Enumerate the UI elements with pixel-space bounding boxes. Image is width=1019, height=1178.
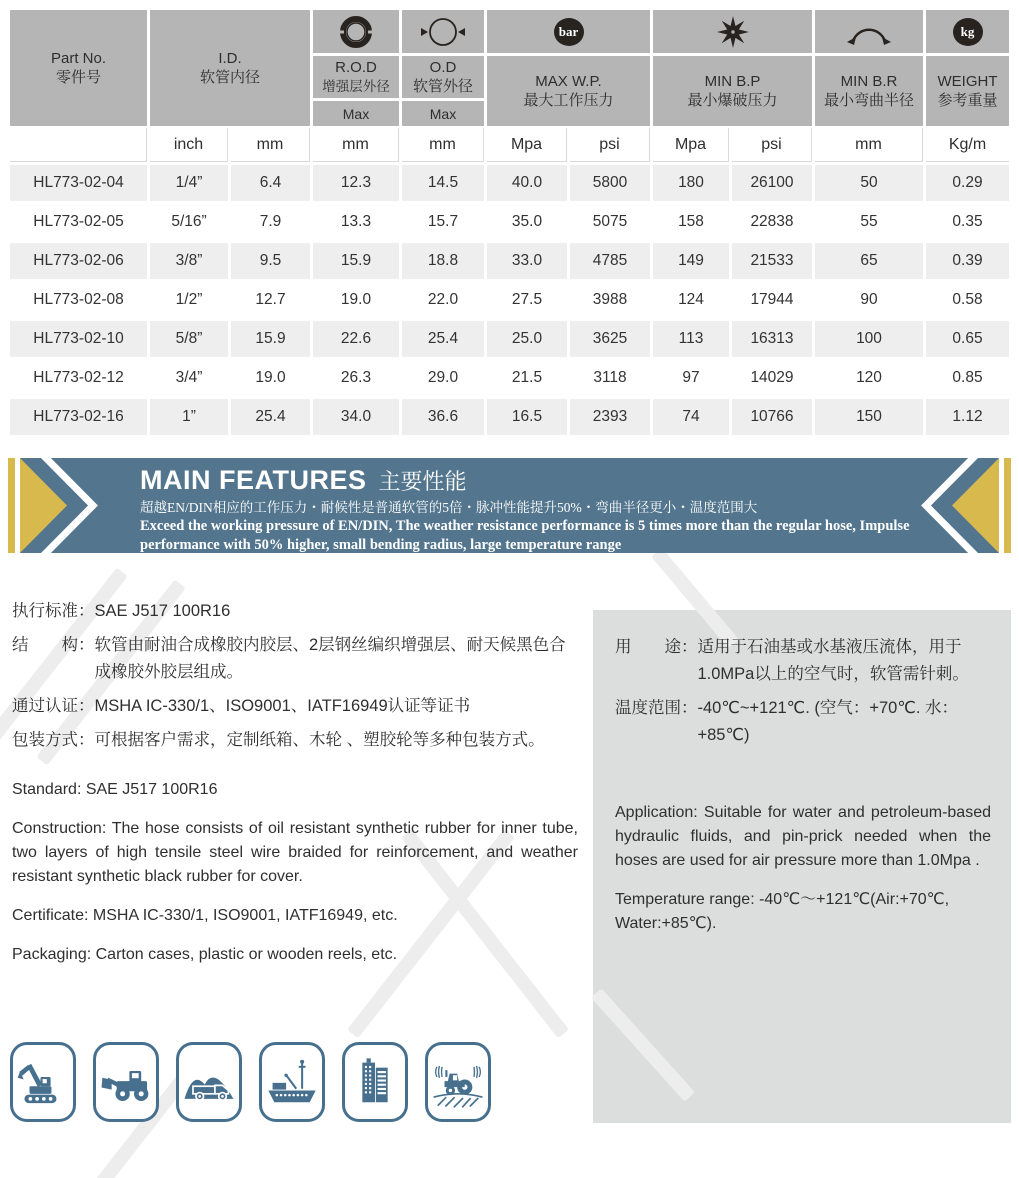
table-cell: 26100	[732, 165, 812, 201]
table-cell: 18.8	[402, 243, 484, 279]
table-cell: HL773-02-16	[10, 399, 147, 435]
table-cell: 14029	[732, 360, 812, 396]
application-tile	[259, 1042, 325, 1122]
table-cell: 3625	[570, 321, 650, 357]
table-cell: 21.5	[487, 360, 567, 396]
header-id	[150, 10, 310, 126]
header-od-max: Max	[402, 101, 484, 126]
spec-text: MSHA IC-330/1、ISO9001、IATF16949认证等证书	[94, 697, 471, 715]
table-cell: 120	[815, 360, 923, 396]
banner-title	[140, 465, 971, 496]
banner-line-en: Exceed the working pressure of EN/DIN, The weather resistance performance is 5 times more than the regular hose, Impulse performance with 50% higher, small bending radius, large temperature range	[140, 518, 910, 553]
kg-badge-text: kg	[953, 18, 983, 46]
spec-label: 温度范围：	[615, 699, 698, 717]
spec-standard-cn	[12, 598, 568, 625]
table-cell: 4785	[570, 243, 650, 279]
header-part-no-en: Part No.	[50, 49, 107, 67]
table-row	[10, 282, 1009, 318]
table-cell: 33.0	[487, 243, 567, 279]
table-row	[10, 321, 1009, 357]
header-od	[402, 56, 484, 98]
table-cell: 3/8”	[150, 243, 228, 279]
table-cell: 5075	[570, 204, 650, 240]
units-row	[10, 128, 1009, 162]
spec-construction-cn	[12, 632, 568, 686]
table-cell: 65	[815, 243, 923, 279]
table-body	[10, 165, 1009, 435]
table-cell: 27.5	[487, 282, 567, 318]
bar-badge-text: bar	[554, 18, 584, 46]
unit-cell: mm	[313, 128, 399, 162]
header-id-cn: 软管内径	[199, 68, 260, 86]
table-cell: 7.9	[231, 204, 310, 240]
table-cell: 158	[653, 204, 729, 240]
spec-label: 用 途：	[615, 638, 698, 656]
table-cell: HL773-02-10	[10, 321, 147, 357]
bend-radius-icon	[815, 10, 923, 53]
spec-text: 可根据客户需求，定制纸箱、木轮 、塑胶轮等多种包装方式。	[94, 731, 545, 749]
header-rod-en: R.O.D	[335, 58, 377, 76]
table-cell: 13.3	[313, 204, 399, 240]
table-cell: 12.3	[313, 165, 399, 201]
table-cell: 3118	[570, 360, 650, 396]
banner-left-arrow-decoration	[20, 452, 120, 559]
table-cell: 1/4”	[150, 165, 228, 201]
main-features-banner	[8, 458, 1011, 553]
application-icons-row	[10, 1042, 491, 1122]
table-cell: 12.7	[231, 282, 310, 318]
spec-text: 软管由耐油合成橡胶内胶层、2层钢丝编织增强层、耐天候黑色合成橡胶外胶层组成。	[94, 636, 566, 681]
banner-title-en: MAIN FEATURES	[140, 465, 367, 495]
table-cell: HL773-02-08	[10, 282, 147, 318]
banner-title-cn: 主要性能	[378, 469, 467, 494]
table-row	[10, 399, 1009, 435]
table-cell: 15.7	[402, 204, 484, 240]
od-circle-icon	[402, 10, 484, 53]
table-cell: 5800	[570, 165, 650, 201]
table-cell: 16313	[732, 321, 812, 357]
bar-pressure-badge	[487, 10, 650, 53]
temperature-en: Temperature range: -40℃～+121℃(Air:+70℃, Water:+85℃).	[615, 891, 950, 932]
table-cell: 0.58	[926, 282, 1009, 318]
wheel-loader-icon	[99, 1053, 153, 1111]
kg-badge	[926, 10, 1009, 53]
table-cell: 6.4	[231, 165, 310, 201]
table-cell: 29.0	[402, 360, 484, 396]
table-cell: 21533	[732, 243, 812, 279]
header-od-cn: 软管外径	[412, 77, 473, 95]
table-cell: 34.0	[313, 399, 399, 435]
header-min-bp	[653, 56, 812, 126]
building-icon	[348, 1053, 402, 1111]
table-cell: 74	[653, 399, 729, 435]
table-cell: 100	[815, 321, 923, 357]
table-cell: HL773-02-06	[10, 243, 147, 279]
header-min-bp-en: MIN B.P	[704, 72, 761, 90]
unit-cell: inch	[150, 128, 228, 162]
banner-right-yellow-bar	[1004, 458, 1011, 553]
table-cell: 90	[815, 282, 923, 318]
table-cell: 55	[815, 204, 923, 240]
unit-cell: Mpa	[487, 128, 567, 162]
table-row	[10, 204, 1009, 240]
application-en-block	[615, 801, 991, 936]
application-panel	[615, 634, 991, 951]
application-tile	[425, 1042, 491, 1122]
header-rod-max: Max	[313, 101, 399, 126]
ship-icon	[265, 1053, 319, 1111]
table-cell: 5/8”	[150, 321, 228, 357]
application-cn	[615, 634, 991, 688]
header-max-wp	[487, 56, 650, 126]
spec-packaging-cn	[12, 727, 568, 754]
table-cell: 25.4	[231, 399, 310, 435]
table-cell: 0.35	[926, 204, 1009, 240]
header-max-wp-en: MAX W.P.	[535, 72, 602, 90]
table-cell: HL773-02-04	[10, 165, 147, 201]
table-cell: 15.9	[231, 321, 310, 357]
table-cell: 1”	[150, 399, 228, 435]
table-cell: 3/4”	[150, 360, 228, 396]
specs-cn-block	[12, 598, 568, 761]
dump-truck-icon	[182, 1053, 236, 1111]
unit-cell: mm	[815, 128, 923, 162]
spec-table	[10, 10, 1009, 435]
table-row	[10, 243, 1009, 279]
header-part-no	[10, 10, 147, 126]
spec-construction-en: Construction: The hose consists of oil resistant synthetic rubber for inner tube, two layers of high tensile steel wire braided for reinforcement, and weather resistant synthetic black rubber for cover.	[12, 820, 578, 885]
table-row	[10, 360, 1009, 396]
table-cell: 22.6	[313, 321, 399, 357]
table-cell: 17944	[732, 282, 812, 318]
temperature-cn	[615, 695, 991, 749]
spec-packaging-en: Packaging: Carton cases, plastic or wooden reels, etc.	[12, 946, 398, 963]
unit-cell: Mpa	[653, 128, 729, 162]
table-cell: 97	[653, 360, 729, 396]
table-cell: 16.5	[487, 399, 567, 435]
unit-cell: mm	[231, 128, 310, 162]
table-cell: 25.0	[487, 321, 567, 357]
header-id-en: I.D.	[218, 49, 242, 67]
table-cell: 150	[815, 399, 923, 435]
table-cell: 25.4	[402, 321, 484, 357]
header-part-no-cn: 零件号	[55, 68, 101, 86]
tractor-icon	[431, 1053, 485, 1111]
table-cell: 9.5	[231, 243, 310, 279]
unit-cell: mm	[402, 128, 484, 162]
spec-text: SAE J517 100R16	[94, 602, 231, 620]
table-cell: 10766	[732, 399, 812, 435]
table-cell: 1/2”	[150, 282, 228, 318]
application-tile	[93, 1042, 159, 1122]
application-tile	[342, 1042, 408, 1122]
unit-cell	[10, 128, 147, 162]
header-od-en: O.D	[429, 58, 457, 76]
banner-left-yellow-bar	[8, 458, 15, 553]
spec-text: -40℃~+121℃. (空气：+70℃. 水：+85℃)	[697, 699, 959, 744]
table-cell: 22838	[732, 204, 812, 240]
spec-certificate-cn	[12, 693, 568, 720]
unit-cell: psi	[570, 128, 650, 162]
application-tile	[176, 1042, 242, 1122]
excavator-icon	[16, 1053, 70, 1111]
application-tile	[10, 1042, 76, 1122]
spec-standard-en: Standard: SAE J517 100R16	[12, 781, 218, 798]
unit-cell: psi	[732, 128, 812, 162]
table-cell: 113	[653, 321, 729, 357]
table-cell: 15.9	[313, 243, 399, 279]
header-max-wp-cn: 最大工作压力	[523, 91, 614, 109]
header-weight-cn: 参考重量	[937, 91, 998, 109]
table-cell: 3988	[570, 282, 650, 318]
unit-cell: Kg/m	[926, 128, 1009, 162]
specs-en-block	[12, 778, 578, 982]
table-cell: 26.3	[313, 360, 399, 396]
table-cell: 180	[653, 165, 729, 201]
table-cell: 124	[653, 282, 729, 318]
table-cell: 5/16”	[150, 204, 228, 240]
table-cell: 50	[815, 165, 923, 201]
table-cell: 0.29	[926, 165, 1009, 201]
table-row	[10, 165, 1009, 201]
table-cell: 35.0	[487, 204, 567, 240]
application-en: Application: Suitable for water and petroleum-based hydraulic fluids, and pin-prick needed when the hoses are used for air pressure more than 1.0Mpa .	[615, 804, 991, 869]
banner-text	[140, 465, 971, 555]
table-cell: HL773-02-12	[10, 360, 147, 396]
header-min-br-cn: 最小弯曲半径	[823, 91, 914, 109]
header-rod-cn: 增强层外径	[322, 78, 390, 94]
table-cell: 2393	[570, 399, 650, 435]
header-weight	[926, 56, 1009, 126]
table-cell: 0.85	[926, 360, 1009, 396]
header-min-br-en: MIN B.R	[840, 72, 898, 90]
table-header	[10, 10, 1009, 126]
table-cell: 19.0	[313, 282, 399, 318]
table-cell: 1.12	[926, 399, 1009, 435]
table-cell: 22.0	[402, 282, 484, 318]
rod-ring-icon	[313, 10, 399, 53]
banner-line-cn: 超越EN/DIN相应的工作压力・耐候性是普通软管的5倍・脉冲性能提升50%・弯曲半径更小・温度范围大	[140, 500, 758, 515]
burst-icon	[653, 10, 812, 53]
spec-label: 包装方式：	[12, 731, 95, 749]
table-cell: 36.6	[402, 399, 484, 435]
table-cell: 149	[653, 243, 729, 279]
table-cell: 40.0	[487, 165, 567, 201]
table-cell: HL773-02-05	[10, 204, 147, 240]
header-min-bp-cn: 最小爆破压力	[687, 91, 778, 109]
table-cell: 0.65	[926, 321, 1009, 357]
spec-label: 结 构：	[12, 636, 95, 654]
header-rod	[313, 56, 399, 98]
table-cell: 19.0	[231, 360, 310, 396]
header-weight-en: WEIGHT	[937, 72, 998, 90]
spec-certificate-en: Certificate: MSHA IC-330/1, ISO9001, IATF16949, etc.	[12, 907, 398, 924]
header-min-br	[815, 56, 923, 126]
table-cell: 0.39	[926, 243, 1009, 279]
spec-label: 执行标准：	[12, 602, 95, 620]
spec-text: 适用于石油基或水基液压流体，用于1.0MPa以上的空气时，软管需针刺。	[697, 638, 969, 683]
table-cell: 14.5	[402, 165, 484, 201]
spec-label: 通过认证：	[12, 697, 95, 715]
